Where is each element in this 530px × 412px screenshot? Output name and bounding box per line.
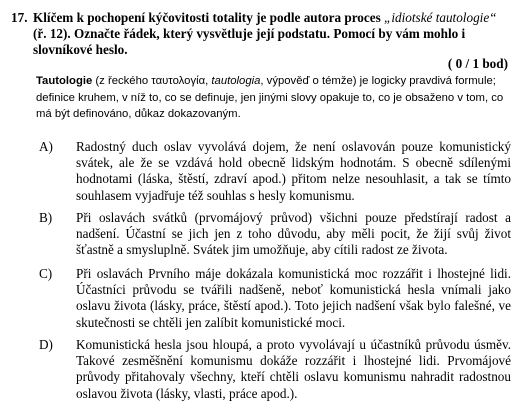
option-text: Radostný duch oslav vyvolává dojem, že není oslavován pouze komunistický svátek, ale že se vzdává hold obecně lidským hodnotám. S obecně sdílenými hodnotami (láska, štěstí, zdraví apod.) přitom nelze nesouhlasit, a tak se tímto souhlasem vyjadřuje též souhlas s hesly komunismu. — [76, 139, 511, 203]
definition-text-2: , výpověď o témže) je logicky pravdivá formule; definice kruhem, v níž to, co se definuje, jen jinými slovy opakuje to, co je obsaženo v tom, co má být definováno, důkaz dokazovaným. — [36, 75, 504, 120]
question-quote: „idiotské tautologie“ — [384, 10, 497, 25]
answer-option-b[interactable] — [39, 210, 511, 259]
answer-option-d[interactable] — [39, 337, 511, 402]
question-prompt-part3: slovníkové heslo. — [33, 42, 128, 57]
definition-text-1: (z řeckého ταυτολογία, — [92, 75, 212, 87]
option-letter: B) — [39, 210, 53, 225]
option-text: Komunistická hesla jsou hloupá, a proto vyvolávají u účastníků průvodu úsměv. Takové zesměšnění komunismu dokáže rozzářit i lhostejné lidi. Prvomájové průvody přitahovaly všechny, kteří chtěli oslavu komunismu nahradit radostnou oslavou života (lásky, vlasti, práce apod.). — [76, 337, 511, 401]
option-letter: D) — [39, 337, 53, 352]
answer-option-c[interactable] — [39, 266, 511, 331]
option-letter: C) — [39, 266, 53, 281]
option-letter: A) — [39, 139, 53, 154]
question-header — [11, 10, 511, 58]
answer-option-a[interactable] — [39, 139, 511, 204]
question-prompt-part2: Označte řádek, který vysvětluje její podstatu. Pomocí by vám mohlo i — [74, 26, 466, 41]
question-prompt-part1: Klíčem k pochopení kýčovitosti totality je podle autora proces — [33, 10, 385, 25]
question-line-reference: (ř. 12). — [33, 26, 75, 41]
definition-box — [36, 73, 512, 123]
definition-italic-term: tautologia — [211, 75, 261, 87]
points-label: ( 0 / 1 bod) — [447, 56, 508, 71]
question-number: 17. — [11, 10, 28, 25]
option-text: Při oslavách Prvního máje dokázala komunistická moc rozzářit i lhostejné lidi. Účastníci průvodu se tvářili nadšeně, neboť komunistická hesla vnímali jako oslavu života (lásky, práce, štěstí apod.). Toto jejich nadšení však bylo falešné, ve skutečnosti se chtěli jen zalíbit komunistické moci. — [76, 266, 511, 330]
definition-term: Tautologie — [36, 75, 93, 87]
option-text: Při oslavách svátků (prvomájový průvod) všichni pouze předstírají radost a nadšení. Účastní se jich jen z toho důvodu, aby měli pocit, že žijí svůj život šťastně a smysluplně. Svátek jim umožňuje, aby cítili radost ze života. — [76, 210, 511, 258]
